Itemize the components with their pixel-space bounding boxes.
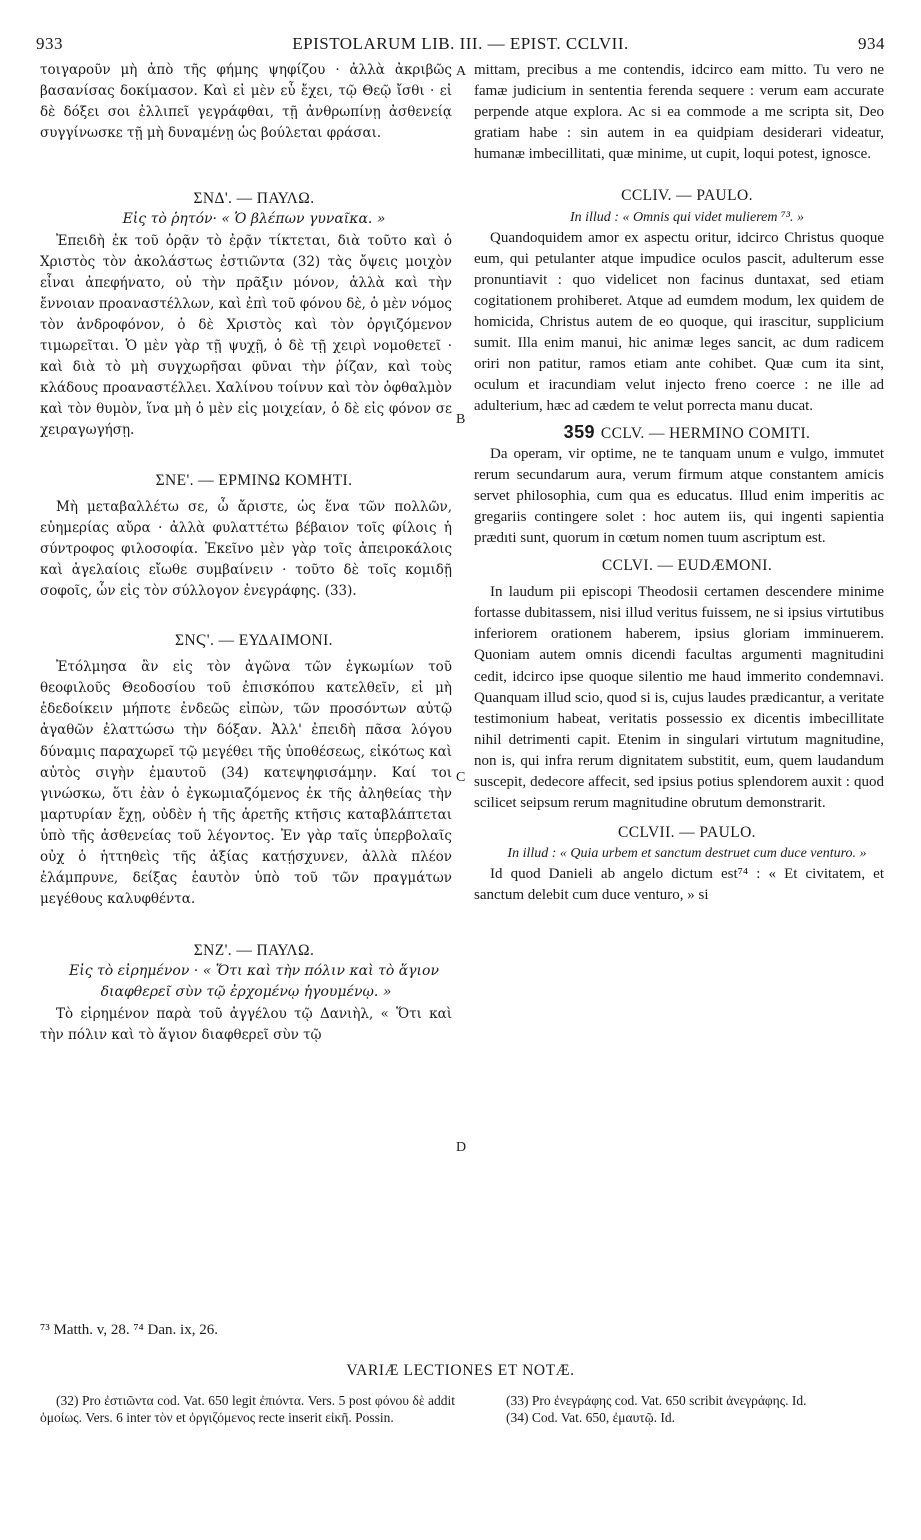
greek-letter-255-heading: ΣΝΕ'. — ΕΡΜΙΝΩ ΚΟΜΗΤΙ.	[155, 471, 353, 489]
latin-letter-254-subheading: In illud : « Omnis qui videt mulierem ⁷³. »	[569, 209, 805, 225]
margin-marker-b: B	[456, 412, 466, 427]
running-header	[36, 34, 885, 58]
margin-marker-c: C	[456, 770, 466, 785]
latin-letter-255-text: Da operam, vir optime, ne te tanquam unum e vulgo, immutet rerum secundarum aura, verum firmum atque constantem amicis servet philosophia, cum qua es educatus. Illud enim imperitis ac gregariis contingere solet : hoc autem iis, qui ingenti sapientia prædıti sunt, quorum in cœtum nomen tuum ascriptum est.	[474, 445, 884, 546]
latin-intro: mittam, precibus a me contendis, idcirco eam mitto. Tu vero ne famæ judicium in sententia ferenda sequere : verum eam accurate perpende atque explora. Ac si ea commode a me scripta sit, Deo gratiam habe : sin autem in ea quidpiam desiderari videatur, humanæ imbecillitati, quæ minime, ut cupit, loqui potest, ignosce.	[474, 62, 884, 163]
greek-column	[40, 60, 452, 1350]
note-33: (33) Pro ἐνεγράφης cod. Vat. 650 scribit ἀνεγράφης. Id.	[506, 1393, 807, 1408]
greek-letter-257-heading: ΣΝΖ'. — ΠΑΥΛΩ.	[193, 942, 315, 960]
greek-letter-254-text: Ἐπειδὴ ἐκ τοῦ ὁρᾷν τὸ ἐρᾷν τίκτεται, διὰ τοῦτο καὶ ὁ Χριστὸς τὸν ἀκολάστως ἐστιῶντα (32) τὰς ὄψεις μοιχὸν εἶναι ἀπεφήνατο, οὐ τὴν πρᾶξιν μόνον, ἀλλὰ καὶ τὴν ἔννοιαν προαναστέλλων, καὶ ἐπὶ τοῦ φόνου δὲ, ὁ μὲν νόμος τὸν ἀνδροφόνον, ὁ δὲ Χριστὸς καὶ τὸν ὀργιζόμενον τιμωρεῖται. Ὁ μὲν γὰρ τῇ ψυχῇ, ὁ δὲ τῇ χειρὶ νομοθετεῖ · καὶ διὰ τὸ μὴ συγχωρῆσαι φῦναι τὴν ῥίζαν, καὶ τοὺς κλάδους προαναστέλλει. Χαλίνου τοίνυν καὶ τὸν ὀφθαλμὸν καὶ τὸν θυμὸν, ἵνα μὴ ὁ μὲν εἰς μοιχείαν, ὁ δὲ εἰς φόνον σε χειραγωγήσῃ.	[40, 232, 452, 439]
latin-letter-257-subheading: In illud : « Quia urbem et sanctum destruet cum duce venturo. »	[507, 846, 867, 862]
notes-right-column	[490, 1392, 885, 1426]
latin-letter-257-heading: CCLVII. — PAULO.	[618, 824, 756, 842]
column-number-359: 359	[563, 421, 595, 442]
page-number-left: 933	[36, 34, 63, 53]
greek-letter-256-heading: ΣΝϚ'. — ΕΥΔΑΙΜΟΝΙ.	[175, 632, 333, 650]
latin-letter-256-text: In laudum pii episcopi Theodosii certamen descendere minime fortasse dubitassem, nisi illud veritus fuissem, ne si ipsius virtutibus inferiorem orationem haberem, ipsius gloriam imminuerem. Quoniam autem omnis dicendi facultas argumenti magnitudini cedit, idcirco ipse quoque silentio me haud immerito condemnavi. Quanquam illud scio, quod si is, cujus laudes prædicantur, a veritate testimonium habeat, veritatis possessio ex dicentis imbecillitate nihil detrimenti capit. Etenim in singulari virtutum magnitudine, non is, qui infra rerum dignitatem substitit, eum, quem laudandum suscepit, dedecore affecit, sed ipsius potius splendorem auxit : quod scilicet seipsum rerum magnitudine obrutum demonstrarit.	[474, 584, 884, 812]
latin-letter-255-heading-line	[474, 422, 884, 444]
greek-letter-254-subheading: Εἰς τὸ ῥητόν· « Ὁ βλέπων γυναῖκα. »	[122, 211, 386, 228]
running-title: EPISTOLARUM LIB. III. — EPIST. CCLVII.	[292, 34, 629, 53]
variae-title: VARIÆ LECTIONES ET NOTÆ.	[346, 1362, 575, 1379]
greek-letter-257-subheading: Εἰς τὸ εἰρημένον · « Ὅτι καὶ τὴν πόλιν καὶ τὸ ἅγιον διαφθερεῖ σὺν τῷ ἐρχομένῳ ἡγουμένῳ. »	[69, 963, 439, 1001]
latin-letter-254-text: Quandoquidem amor ex aspectu oritur, idcirco Christus quoque eum, qui petulanter atque impudice oculos pascit, adulterum esse pronuntiavit : quo videlicet non facinus duntaxat, sed etiam cogitationem prohiberet. Atque ad eumdem modum, lex quidem de homicida, Christus autem de eo quoque, qui irascitur, supplicium sumit. Illa enim manui, hic animæ leges sancit, ac dum radicem oriri non patitur, ramos etiam ante cohibet. Quæ cum ita sint, oculum et iracundiam velut injecto freno coerce : ne ille ad adulterium, hæc ad cædem te velut porrecta manu ducat.	[474, 229, 884, 415]
notes-left-column	[40, 1392, 455, 1426]
margin-marker-a: A	[456, 64, 467, 79]
latin-letter-254-heading: CCLIV. — PAULO.	[621, 187, 753, 205]
greek-letter-256-text: Ἐτόλμησα ἂν εἰς τὸν ἀγῶνα τῶν ἐγκωμίων τοῦ θεοφιλοῦς Θεοδοσίου τοῦ ἐπισκόπου κατελθεῖν, εἰ μὴ ἐδεδοίκειν μήποτε ἐνδεῶς εἰπὼν, τῶν προσόντων αὐτῷ ἀγαθῶν ἐλαττώσω τὴν δόξαν. Ἀλλ' ἐπειδὴ πᾶσα λόγου δύναμις παραχωρεῖ τῷ μεγέθει τῆς ὑποθέσεως, εἰκότως καὶ αὐτὸς σιγὴν ἐμαυτοῦ (34) κατεψηφισάμην. Καί τοι γινώσκω, ὅτι ἐὰν ὁ ἐγκωμιαζόμενος ἐκ τῆς ἀληθείας τὴν μαρτυρίαν ἔχῃ, οὐδὲν ἡ τῆς ἀρετῆς κτῆσις καταβλάπτεται ὑπὸ τῆς ἀσθενείας τοῦ λέγοντος. Ἐν γὰρ ταῖς ὑπερβολαῖς οὐχ ὁ ἡττηθεὶς τῆς ἀξίας κατῄσχυνεν, ἀλλὰ πλέον ἐλάμπρυνε, δείξας ἑαυτὸν ὑπὸ τοῦ τῶν πραγμάτων μεγέθους καλυφθέντα.	[40, 659, 452, 908]
greek-letter-254-heading: ΣΝΔ'. — ΠΑΥΛΩ.	[193, 190, 315, 208]
note-34: (34) Cod. Vat. 650, ἐμαυτῷ. Id.	[506, 1410, 675, 1425]
latin-letter-255-heading: CCLV. — HERMINO COMITI.	[600, 424, 811, 442]
latin-letter-256-heading: CCLVI. — EUDÆMONI.	[601, 557, 773, 575]
page-number-right: 934	[858, 34, 885, 53]
greek-intro: τοιγαροῦν μὴ ἀπὸ τῆς φήμης ψηφίζου · ἀλλὰ ἀκριβῶς βασανίσας δοκίμασον. Καὶ εἰ μὲν εὖ ἔχει, τῷ Θεῷ ἴσθι · εἰ δὲ δόξει σοι ἐλλιπεῖ γεγράφθαι, τῇ ἀνθρωπίνῃ ἀσθενείᾳ συγγίνωσκε τῇ μὴ δυναμένῃ ὡς βούλεται φράσαι.	[40, 62, 452, 142]
margin-marker-d: D	[456, 1140, 467, 1155]
footnotes: ⁷³ Matth. v, 28. ⁷⁴ Dan. ix, 26.	[40, 1322, 218, 1338]
greek-letter-255-text: Μὴ μεταβαλλέτω σε, ὦ ἄριστε, ὡς ἕνα τῶν πολλῶν, εὐημερίας αὔρα · ἀλλὰ φυλαττέτω βέβαιον τοῖς φίλοις ἡ σύντροφος φιλοσοφία. Ἐκεῖνο μὲν γὰρ τοῖς ἀπειροκάλοις καὶ ἀγελαίοις εἴωθε συμβαίνειν · τοῦτο δὲ τοῖς κομιδῇ σοφοῖς, ὧν εἰς τὸν σύλλογον ἐνεγράφης. (33).	[40, 498, 452, 599]
note-32: (32) Pro ἐστιῶντα cod. Vat. 650 legit ἐπιόντα. Vers. 5 post φόνου δὲ addit ὁμοίως. Vers. 6 inter τὸν et ὀργιζόμενος recte inserit εἰκῆ. Possin.	[40, 1393, 455, 1425]
latin-letter-257-text: Id quod Danieli ab angelo dictum est⁷⁴ : « Et civitatem, et sanctum delebit cum duce venturo, » si	[474, 866, 884, 904]
latin-column	[474, 60, 884, 1350]
greek-letter-257-text: Τὸ εἰρημένον παρὰ τοῦ ἀγγέλου τῷ Δανιὴλ, « Ὅτι καὶ τὴν πόλιν καὶ τὸ ἅγιον διαφθερεῖ σὺν τῷ	[40, 1005, 452, 1043]
